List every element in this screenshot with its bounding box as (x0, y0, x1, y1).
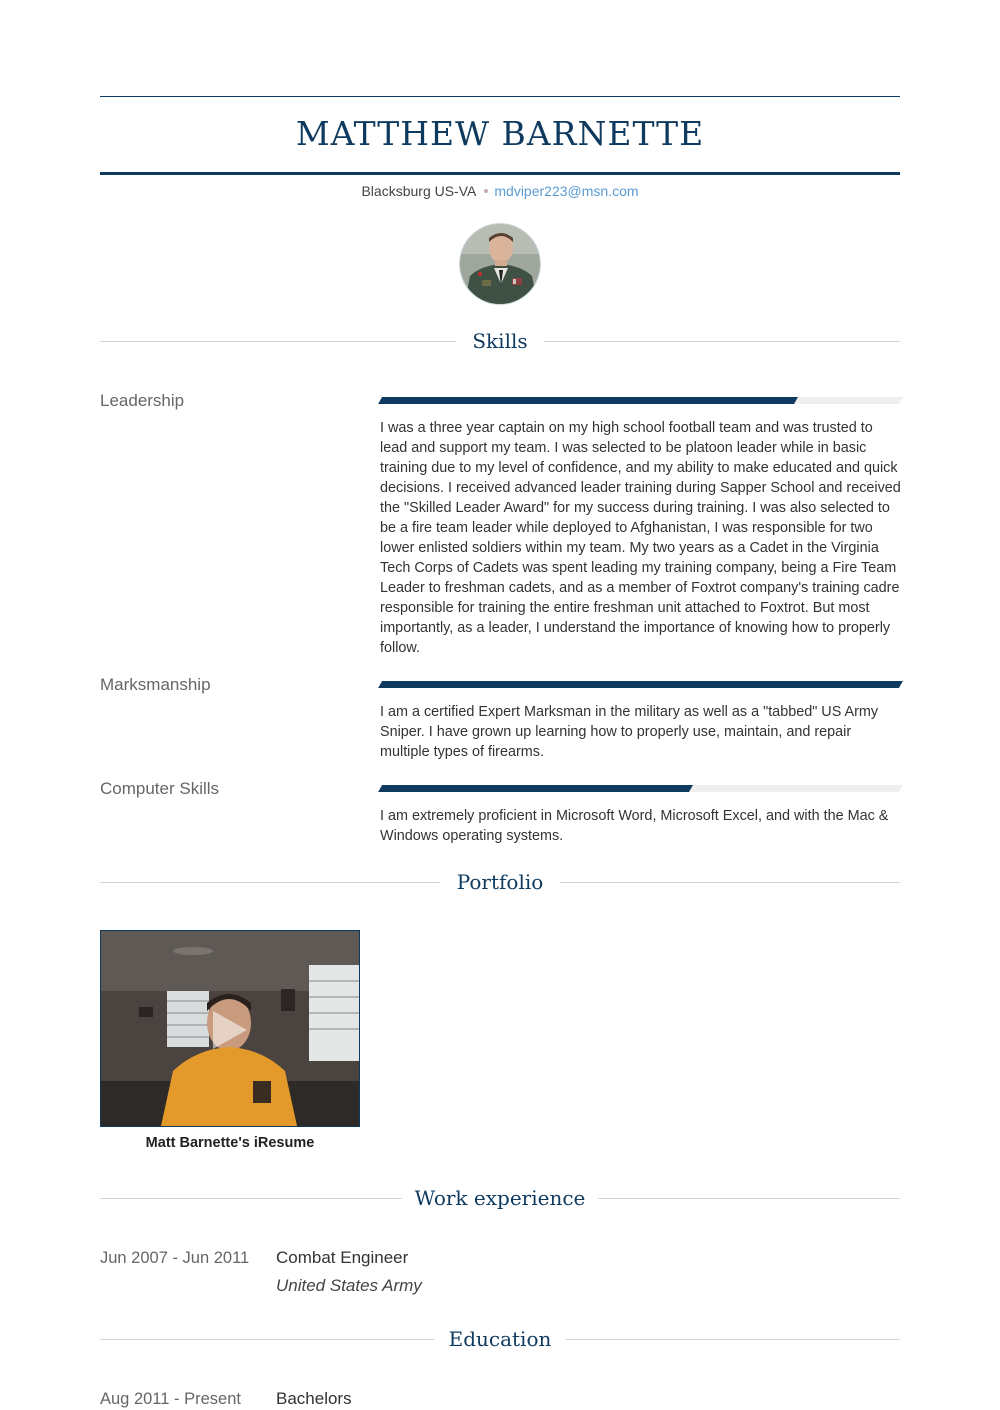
skill-description-computer: I am extremely proficient in Microsoft Word, Microsoft Excel, and with the Mac & Windows operating systems. (380, 808, 889, 844)
skill-description-marksmanship: I am a certified Expert Marksman in the military as well as a "tabbed" US Army Sniper. I have grown up learning how to properly use, maintain, and repair multiple types of firearms. (380, 704, 879, 760)
profile-photo (460, 224, 541, 305)
education-section-header (100, 1324, 900, 1354)
work-title: Work experience (414, 1186, 586, 1210)
education-title: Education (448, 1327, 552, 1351)
portfolio-title: Portfolio (456, 870, 544, 894)
skill-name-computer: Computer Skills (100, 779, 220, 798)
education-dates: Aug 2011 - Present (100, 1390, 241, 1408)
skill-name-marksmanship: Marksmanship (100, 675, 211, 694)
skill-bar-fill (378, 785, 693, 792)
separator-dot-icon (484, 189, 488, 193)
work-job-title: Combat Engineer (276, 1248, 409, 1267)
work-dates: Jun 2007 - Jun 2011 (100, 1249, 250, 1267)
skill-description-leadership: I was a three year captain on my high school football team and was trusted to lead and support my team. I was selected to be platoon leader while in basic training due to my level of confidence, and my ability to make educated and quick decisions. I received advanced leader training during Sapper School and received the "Skilled Leader Award" for my success during training. I was also selected to be a fire team leader while deployed to Afghanistan, I was responsible for two lower enlisted soldiers within my team. My two years as a Cadet in the Virginia Tech Corps of Cadets was spent leading my training company, being a Fire Team Leader to freshman cadets, and as a member of Foxtrot company's training cadre responsible for training the entire freshman unit attached to Foxtrot. But most importantly, as a leader, I understand the importance of knowing how to properly follow. (380, 420, 901, 656)
portfolio-video-thumbnail[interactable] (100, 930, 360, 1127)
work-section-header (100, 1183, 900, 1213)
work-employer: United States Army (276, 1276, 422, 1295)
header-top-rule (100, 96, 900, 97)
skill-name-leadership: Leadership (100, 391, 185, 410)
education-degree: Bachelors (276, 1389, 352, 1408)
header-bottom-rule (100, 172, 900, 175)
candidate-name: MATTHEW BARNETTE (295, 114, 705, 153)
portfolio-section-header (100, 867, 900, 897)
resume-page (100, 0, 900, 1410)
skill-bar-marksmanship (378, 681, 903, 688)
skills-title: Skills (472, 329, 528, 353)
email-link[interactable]: mdviper223@msn.com (494, 183, 639, 199)
skill-bar-fill (378, 397, 798, 404)
skill-bar-leadership (378, 397, 903, 404)
skill-bar-fill (378, 681, 903, 688)
portfolio-caption: Matt Barnette's iResume (145, 1135, 315, 1151)
avatar (459, 223, 541, 305)
skill-bar-computer (378, 785, 903, 792)
skills-section-header (100, 326, 900, 356)
contact-line (100, 182, 900, 200)
video-frame (101, 931, 359, 1126)
location-text: Blacksburg US-VA (361, 183, 477, 199)
